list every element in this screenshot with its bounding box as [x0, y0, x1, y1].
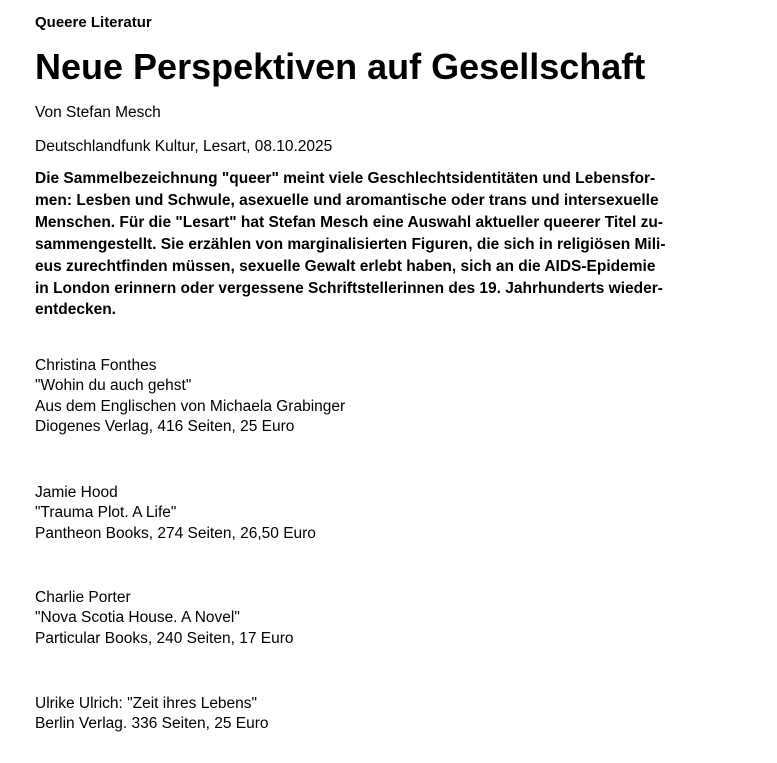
lead-line: eus zurechtfinden müssen, sexuelle Gewalt erlebt haben, sich an die AIDS-Epidemie	[35, 257, 656, 275]
book-publisher: Pantheon Books, 274 Seiten, 26,50 Euro	[35, 524, 316, 542]
book-author-title: Ulrike Ulrich: "Zeit ihres Lebens"	[35, 695, 258, 712]
article-kicker: Queere Literatur	[35, 14, 152, 31]
book-author: Jamie Hood	[35, 484, 118, 501]
book-author: Christina Fonthes	[35, 357, 157, 374]
lead-line: in London erinnern oder vergessene Schriftstellerinnen des 19. Jahrhunderts wieder-	[35, 279, 663, 297]
book-publisher: Particular Books, 240 Seiten, 17 Euro	[35, 629, 294, 647]
book-entry	[35, 483, 316, 544]
book-translator: Aus dem Englischen von Michaela Grabinger	[35, 397, 346, 415]
book-entry	[35, 588, 293, 649]
book-title: "Nova Scotia House. A Novel"	[35, 609, 240, 627]
article-byline: Von Stefan Mesch	[35, 104, 161, 121]
book-title: "Trauma Plot. A Life"	[35, 504, 177, 522]
book-publisher: Berlin Verlag. 336 Seiten, 25 Euro	[35, 715, 269, 733]
article-lead	[35, 168, 725, 321]
book-entry	[35, 694, 269, 735]
lead-line: men: Lesben und Schwule, asexuelle und aromantische oder trans und intersexuelle	[35, 191, 659, 209]
article-title: Neue Perspektiven auf Gesellschaft	[35, 46, 646, 87]
book-author: Charlie Porter	[35, 589, 131, 606]
book-entry	[35, 356, 345, 437]
lead-line: sammengestellt. Sie erzählen von marginalisierten Figuren, die sich in religiösen Mili-	[35, 235, 666, 253]
lead-line: Menschen. Für die "Lesart" hat Stefan Mesch eine Auswahl aktueller queerer Titel zu-	[35, 213, 663, 231]
lead-line: entdecken.	[35, 301, 116, 319]
book-title: "Wohin du auch gehst"	[35, 377, 192, 395]
book-publisher: Diogenes Verlag, 416 Seiten, 25 Euro	[35, 417, 295, 435]
article-source: Deutschlandfunk Kultur, Lesart, 08.10.2025	[35, 138, 333, 155]
lead-line: Die Sammelbezeichnung "queer" meint viele Geschlechtsidentitäten und Lebensfor-	[35, 170, 656, 187]
